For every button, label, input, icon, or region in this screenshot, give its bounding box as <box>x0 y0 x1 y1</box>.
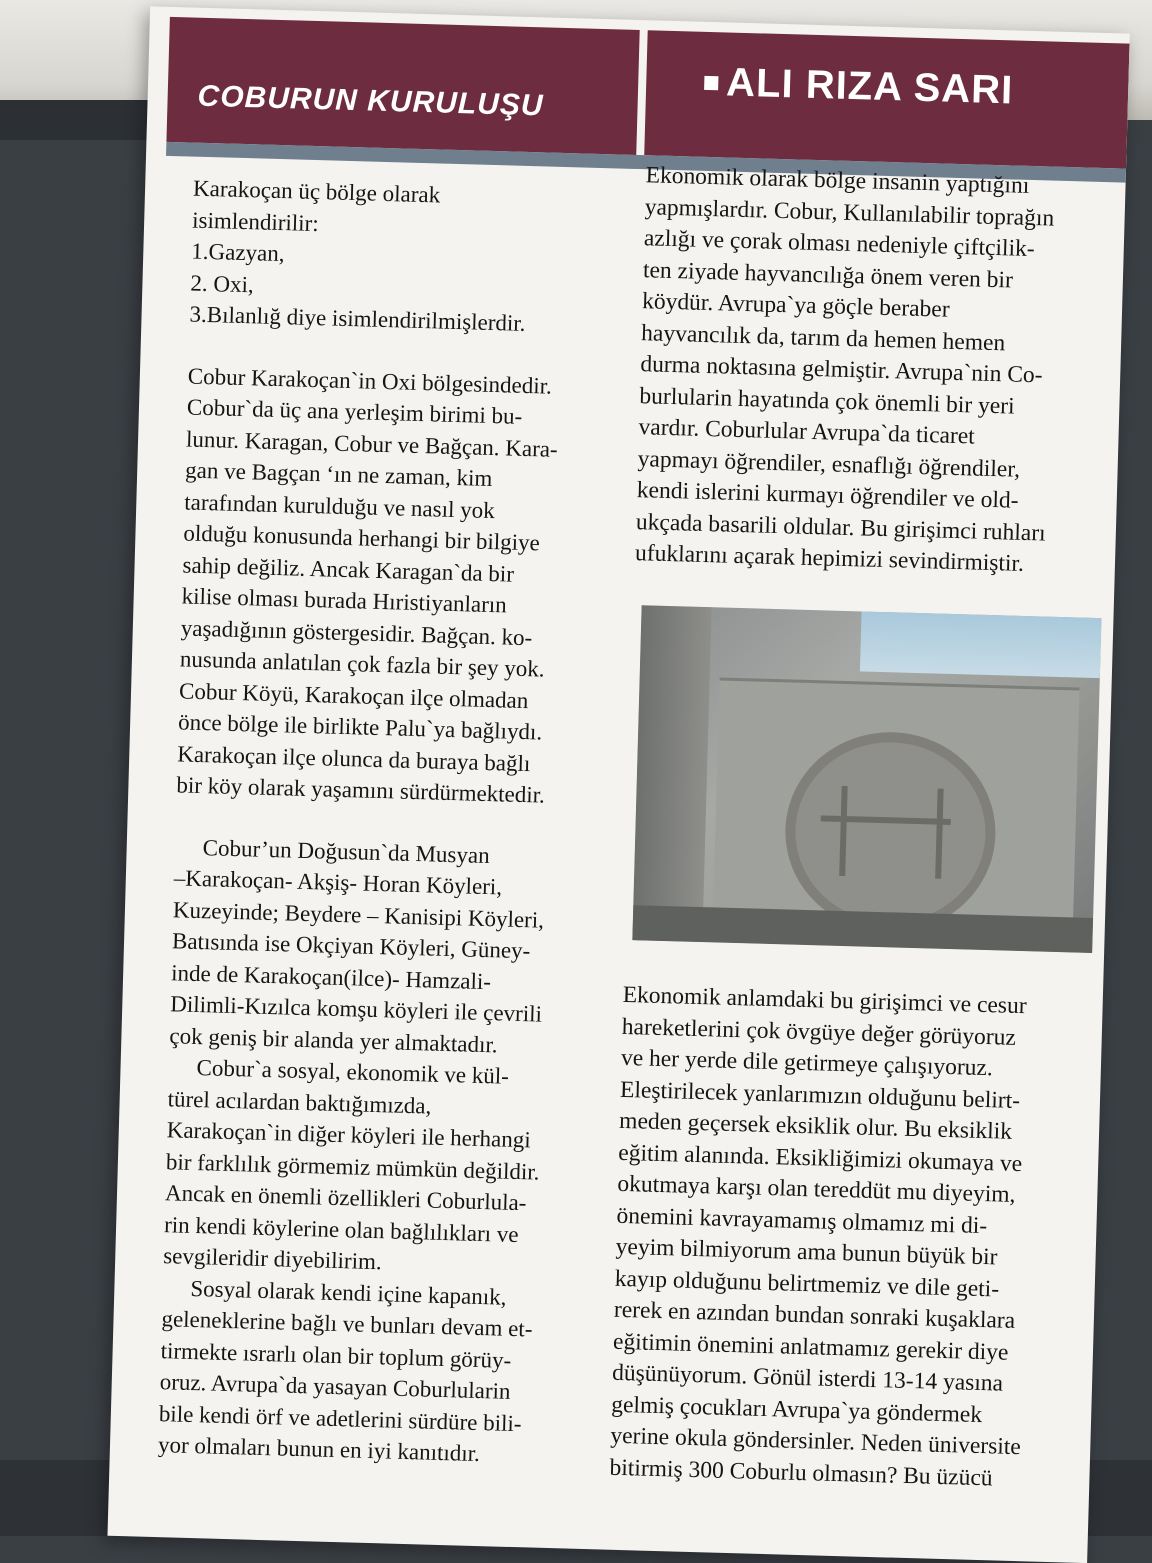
left-paragraph-3: Cobur’un Doğusun`da Musyan –Karakoçan- Akşiş- Horan Köyleri, Kuzeyinde; Beydere – Kanisipi Köyleri, Batısında ise Okçiyan Köyleri, Güney- inde de Karakoçan(ilce)- Hamzali- Dilimli-Kızılca komşu köyleri ile çevrili çok geniş bir alanda yer almaktadır. <box>169 834 545 1057</box>
author-name: ALI RIZA SARI <box>725 60 1014 113</box>
bullet-square-icon <box>704 76 718 90</box>
right-column-bottom <box>609 980 1093 1497</box>
right-column-top <box>635 160 1116 582</box>
magazine-page <box>107 6 1129 1563</box>
section-title: COBURUN KURULUŞU <box>197 79 545 123</box>
left-column <box>158 173 624 1473</box>
header-right-banner <box>644 30 1129 168</box>
right-paragraph-1: Ekonomik olarak bölge insanin yaptığını yapmışlardır. Cobur, Kullanılabilir toprağın azlığı ve çorak olması nedeniyle çiftçilik- ten ziyade hayvancılığa önem veren bir köydür. Avrupa`ya göçle beraber hayvancılık da, tarım da hemen hemen durma noktasına gelmiştir. Avrupa`nin Co- burlularin hayatında çok önemli bir yeri vardır. Coburlular Avrupa`da ticaret yapmayı öğrendiler, esnaflığı öğrendiler, kendi islerini kurmayı öğrendiler ve old- ukçada basarili oldular. Bu girişimci ruhları ufuklarını açarak hepimizi sevindirmiştir. <box>634 162 1055 577</box>
left-paragraph-1: Karakoçan üç bölge olarak isimlendirilir: 1.Gazyan, 2. Oxi, 3.Bılanlığ diye isimlendirilmişlerdir. <box>189 175 526 336</box>
right-paragraph-2: Ekonomik anlamdaki bu girişimci ve cesur hareketlerini çok övgüye değer görüyoruz ve her yerde dile getirmeye çalışıyoruz. Eleştirilecek yanlarımızın olduğunu belirt- meden geçersek eksiklik olur. Bu eksiklik eğitim alanında. Eksikliğimizi okumaya ve okutmaya karşı olan tereddüt mu diyeyim, önemini kavrayamamış olmamız mi di- yeyim bilmiyorum ama bunun büyük bir kayıp olduğunu belirtmemiz ve dile geti- rerek en azından bundan sonraki kuşaklara eğitimin önemini anlatmamız gerekir diye düşünüyorum. Gönül isterdi 13-14 yasına gelmiş çocukları Avrupa`ya göndermek yerine okula göndersinler. Neden üniversite bitirmiş 300 Coburlu olmasın? Bu üzücü <box>609 981 1027 1491</box>
left-paragraph-4: Cobur`a sosyal, ekonomik ve kül- türel acılardan baktığımızda, Karakoçan`in diğer köyleri ile herhangi bir farklılık görmemiz mümkün değildir. Ancak en önemli özellikleri Coburlula- rin kendi köylerine olan bağlılıkları ve sevgileridir diyebilirim. <box>162 1055 540 1275</box>
photo-sky <box>860 611 1102 678</box>
left-paragraph-5: Sosyal olarak kendi içine kapanık, geleneklerine bağlı ve bunları devam et- tirmekte ısrarlı olan bir toplum görüy- oruz. Avrupa`da yasayan Coburlularin bile kendi örf ve adetlerini sürdüre bili- yor olmaları bunun en iyi kanıtıdır. <box>157 1275 533 1467</box>
photo-stone-edge <box>632 605 711 942</box>
left-paragraph-2: Cobur Karakoçan`in Oxi bölgesindedir. Cobur`da üç ana yerleşim birimi bu- lunur. Karagan, Cobur ve Bağçan. Kara- gan ve Bagçan ‘ın ne zaman, kim tarafından kurulduğu ve nasıl yok olduğu konusunda herhangi bir bilgiye sahip değiliz. Ancak Karagan`da bir kilise olması burada Hıristiyanların yaşadığının göstergesidir. Bağçan. ko- nusunda anlatılan çok fazla bir şey yok. Cobur Köyü, Karakoçan ilçe olmadan önce bölge ile birlikte Palu`ya bağlıydı. Karakoçan ilçe olunca da buraya bağlı bir köy olarak yaşamını sürdürmektedir. <box>176 363 559 808</box>
header-left-banner <box>166 17 639 155</box>
photo-carved-mark <box>839 786 943 879</box>
stone-carving-photo <box>632 605 1101 953</box>
